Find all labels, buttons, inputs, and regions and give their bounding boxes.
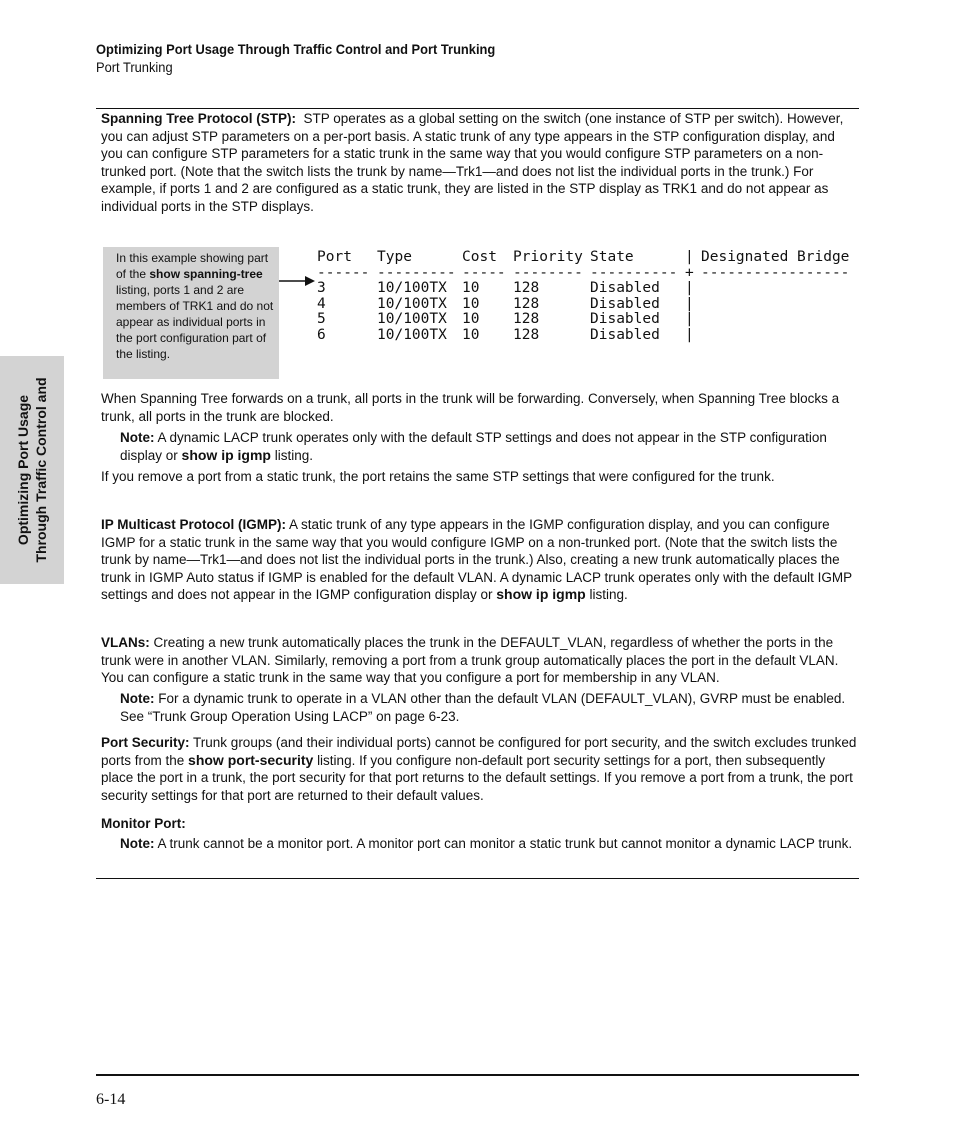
row-1-priority: 128 bbox=[513, 280, 540, 296]
col-header-state: State bbox=[590, 249, 634, 265]
monitor-note bbox=[120, 835, 859, 853]
row-4-priority: 128 bbox=[513, 327, 540, 343]
port-security-heading: Port Security: bbox=[101, 735, 190, 750]
stp-text: STP operates as a global setting on the switch (one instance of STP per switch). However, you can adjust STP parameters on a per-port basis. A static trunk of any type appears in the STP configuration display, and you can configure STP parameters for a static trunk in the same way that you would configure STP parameters on a non-trunked port. (Note that the switch lists the trunk by name—Trk1—and does not list the individual ports in the trunk.) For example, if ports 1 and 2 are configured as a static trunk, they are listed in the STP display as TRK1 and do not appear as individual ports in the STP displays. bbox=[101, 111, 844, 214]
row-1-port: 3 bbox=[317, 280, 326, 296]
row-4-cost: 10 bbox=[462, 327, 480, 343]
stp-note bbox=[120, 429, 859, 464]
igmp-command: show ip igmp bbox=[496, 586, 586, 602]
vlans-note bbox=[120, 690, 859, 725]
bottom-rule bbox=[96, 878, 859, 879]
row-3-priority: 128 bbox=[513, 311, 540, 327]
vlans-note-label: Note: bbox=[120, 691, 155, 706]
port-security-post: listing. If you configure non-default port security settings for a port, then subsequently place the port in a trunk, the port security for that port returns to the default settings. If you remove a port from a trunk, the port security settings for that port are returned to their default values. bbox=[101, 752, 853, 803]
monitor-note-text: A trunk cannot be a monitor port. A monitor port can monitor a static trunk but cannot monitor a dynamic LACP trunk. bbox=[157, 836, 853, 851]
row-4-type: 10/100TX bbox=[377, 327, 447, 343]
row-1-cost: 10 bbox=[462, 280, 480, 296]
callout-text-pre: In this example showing part of the bbox=[116, 251, 269, 281]
row-1-divider: | bbox=[685, 280, 694, 296]
col-header-designated-bridge: Designated Bridge bbox=[701, 249, 850, 265]
igmp-heading: IP Multicast Protocol (IGMP): bbox=[101, 517, 287, 532]
row-2-cost: 10 bbox=[462, 296, 480, 312]
port-security-pre: Trunk groups (and their individual ports) cannot be configured for port security, and the switch excludes trunked ports from the bbox=[101, 735, 857, 768]
footer-rule bbox=[96, 1074, 859, 1076]
running-header-title: Optimizing Port Usage Through Traffic Control and Port Trunking bbox=[96, 41, 496, 57]
separator-port: ------ bbox=[317, 265, 370, 281]
row-1-state: Disabled bbox=[590, 280, 660, 296]
vlans-heading: VLANs: bbox=[101, 635, 150, 650]
top-rule bbox=[96, 108, 859, 109]
row-4-state: Disabled bbox=[590, 327, 660, 343]
vlans-note-text: For a dynamic trunk to operate in a VLAN other than the default VLAN (DEFAULT_VLAN), GVRP must be enabled. See “Trunk Group Operation Using LACP” on page 6-23. bbox=[120, 691, 846, 724]
monitor-heading bbox=[101, 815, 859, 833]
row-3-port: 5 bbox=[317, 311, 326, 327]
stp-heading: Spanning Tree Protocol (STP): bbox=[101, 111, 297, 126]
stp-remove-paragraph: If you remove a port from a static trunk, the port retains the same STP settings that were configured for the trunk. bbox=[101, 469, 775, 484]
row-3-divider: | bbox=[685, 311, 694, 327]
stp-note-post: listing. bbox=[274, 447, 314, 463]
separator-designated-bridge: ----------------- bbox=[701, 265, 850, 281]
separator-state: ---------- bbox=[590, 265, 678, 281]
callout-command: show spanning-tree bbox=[149, 267, 263, 281]
port-security-command: show port-security bbox=[188, 751, 314, 768]
stp-note-command: show ip igmp bbox=[181, 446, 271, 463]
col-header-type: Type bbox=[377, 249, 412, 265]
col-header-divider: | bbox=[685, 249, 694, 265]
stp-note-label: Note: bbox=[120, 430, 155, 445]
vlans-paragraph bbox=[101, 634, 859, 687]
row-2-divider: | bbox=[685, 296, 694, 312]
row-3-state: Disabled bbox=[590, 311, 660, 327]
monitor-note-label: Note: bbox=[120, 836, 155, 851]
separator-divider: + bbox=[685, 265, 694, 281]
monitor-heading-text: Monitor Port: bbox=[101, 816, 186, 831]
igmp-paragraph bbox=[101, 516, 859, 604]
running-header-subtitle: Port Trunking bbox=[96, 59, 173, 75]
stp-note-text: A dynamic LACP trunk operates only with the default STP settings and does not appear in the STP configuration display or bbox=[120, 430, 827, 463]
row-3-cost: 10 bbox=[462, 311, 480, 327]
callout-text-post: listing, ports 1 and 2 are members of TRK1 and do not appear as individual ports in the port configuration part of the listing. bbox=[116, 283, 274, 361]
row-3-type: 10/100TX bbox=[377, 311, 447, 327]
stp-forward-paragraph: When Spanning Tree forwards on a trunk, all ports in the trunk will be forwarding. Conversely, when Spanning Tree blocks a trunk, all ports in the trunk are blocked. bbox=[101, 391, 840, 424]
page-number: 6-14 bbox=[96, 1091, 126, 1108]
row-2-type: 10/100TX bbox=[377, 296, 447, 312]
row-2-port: 4 bbox=[317, 296, 326, 312]
separator-cost: ----- bbox=[462, 265, 506, 281]
col-header-port: Port bbox=[317, 249, 352, 265]
chapter-side-tab-label bbox=[14, 377, 50, 562]
col-header-cost: Cost bbox=[462, 249, 497, 265]
callout-arrow-icon bbox=[278, 274, 316, 288]
side-tab-line-1: Optimizing Port Usage bbox=[15, 394, 31, 546]
row-1-type: 10/100TX bbox=[377, 280, 447, 296]
row-4-port: 6 bbox=[317, 327, 326, 343]
stp-paragraph bbox=[101, 110, 859, 215]
callout-text bbox=[116, 250, 276, 362]
port-security-paragraph bbox=[101, 734, 859, 804]
igmp-post: listing. bbox=[589, 587, 628, 602]
igmp-text: A static trunk of any type appears in the IGMP configuration display, and you can configure IGMP for a static trunk in the same way that you would configure IGMP on a non-trunked port. (Note that the switch lists the trunk by name—Trk1—and does not list the individual ports in the trunk.) Also, creating a new trunk automatically places the trunk in IGMP Auto status if IGMP is enabled for the default VLAN. A dynamic LACP trunk operates only with the default IGMP settings and does not appear in the IGMP configuration display or bbox=[101, 517, 852, 602]
row-2-state: Disabled bbox=[590, 296, 660, 312]
row-2-priority: 128 bbox=[513, 296, 540, 312]
side-tab-line-2: Through Traffic Control and bbox=[33, 377, 49, 563]
row-4-divider: | bbox=[685, 327, 694, 343]
separator-priority: -------- bbox=[513, 265, 583, 281]
col-header-priority: Priority bbox=[513, 249, 583, 265]
separator-type: --------- bbox=[377, 265, 456, 281]
vlans-text: Creating a new trunk automatically places the trunk in the DEFAULT_VLAN, regardless of whether the ports in the trunk were in another VLAN. Similarly, removing a port from a trunk group automatically places the port in the default VLAN. You can configure a static trunk in the same way that you configure a port for membership in any VLAN. bbox=[101, 635, 839, 685]
